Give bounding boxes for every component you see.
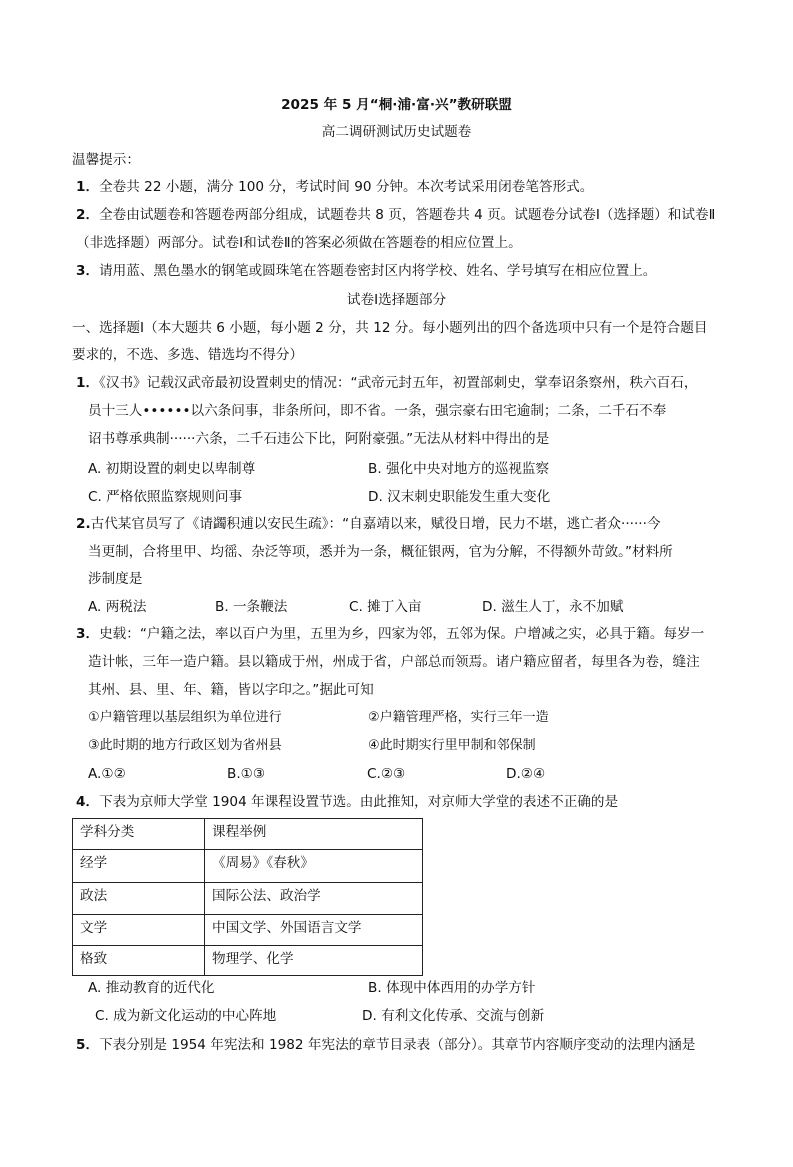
- question-number: 1．: [76, 375, 100, 391]
- question-stem-text: 古代某官员写了《请蠲积逋以安民生疏》：“自嘉靖以来，赋役日增，民力不堪，逃亡者众······今: [90, 516, 661, 532]
- option-d: D. 汉末刺史职能发生重大变化: [368, 489, 551, 505]
- statement-2: ②户籍管理严格，实行三年一造: [368, 710, 549, 725]
- question-stem-text: 下表分别是 1954 年宪法和 1982 年宪法的章节目录表（部分）。其章节内容顺序变动的法理内涵是: [99, 1037, 696, 1053]
- option-b: B. 强化中央对地方的巡视监察: [368, 461, 550, 477]
- table-row: [73, 883, 423, 915]
- question-stem-line: [76, 1035, 695, 1055]
- statement-1: ①户籍管理以基层组织为单位进行: [88, 710, 282, 725]
- notice-item-number: 2．: [76, 207, 100, 223]
- page-subtitle: 高二调研测试历史试题卷: [321, 124, 472, 140]
- question-stem-text: 史载：“户籍之法，率以百户为里，五里为乡，四家为邻，五邻为保。户增减之实，必具于籍。每岁一: [99, 626, 705, 642]
- table-row: [73, 915, 423, 946]
- option-a: A.①②: [88, 766, 126, 782]
- question-stem-line: [76, 624, 704, 644]
- statement-3: ③此时期的地方行政区划为省州县: [88, 738, 282, 753]
- notice-item-number: 1．: [76, 179, 100, 195]
- question-stem-line: 造计帐，三年一造户籍。县以籍成于州，州成于省，户部总而领焉。诸户籍应留者，每里各为卷，缝注: [88, 654, 700, 670]
- table-header-row: [73, 819, 423, 850]
- course-table: [72, 818, 423, 976]
- question-stem-line: 涉制度是: [88, 571, 143, 587]
- option-d: D. 有利文化传承、交流与创新: [362, 1008, 545, 1024]
- table-cell: 中国文学、外国语言文学: [205, 915, 423, 946]
- table-header-cell: 学科分类: [73, 819, 205, 850]
- notice-item-text: 全卷由试题卷和答题卷两部分组成，试题卷共 8 页，答题卷共 4 页。试题卷分试卷Ⅰ（选择题）和试卷Ⅱ: [99, 207, 716, 223]
- table-cell: 政法: [73, 883, 205, 915]
- table-cell: 物理学、化学: [205, 946, 423, 976]
- question-stem-line: [76, 514, 661, 534]
- option-a: A. 推动教育的近代化: [88, 980, 215, 996]
- notice-heading: 温馨提示：: [72, 152, 140, 168]
- option-d: D.②④: [506, 766, 546, 782]
- table-cell: 《周易》《春秋》: [205, 850, 423, 883]
- question-number: 2.: [76, 516, 91, 532]
- option-d: D. 滋生人丁，永不加赋: [482, 599, 624, 615]
- question-stem-text: 下表为京师大学堂 1904 年课程设置节选。由此推知，对京师大学堂的表述不正确的是: [99, 794, 619, 810]
- table-cell: 文学: [73, 915, 205, 946]
- notice-item: [76, 177, 593, 197]
- part-intro-line: 要求的，不选、多选、错选均不得分）: [72, 347, 304, 363]
- question-number: 4．: [76, 794, 100, 810]
- notice-item-continuation: （非选择题）两部分。试卷Ⅰ和试卷Ⅱ的答案必须做在答题卷的相应位置上。: [76, 235, 522, 251]
- option-a: A. 初期设置的刺史以卑制尊: [88, 461, 256, 477]
- question-stem-text: 《汉书》记载汉武帝最初设置刺史的情况：“武帝元封五年，初置部刺史，掌奉诏条察州，秩六百石，: [99, 375, 698, 391]
- table-cell: 格致: [73, 946, 205, 976]
- option-b: B. 一条鞭法: [215, 599, 288, 615]
- option-b: B. 体现中体西用的办学方针: [368, 980, 536, 996]
- option-c: C. 摊丁入亩: [349, 599, 422, 615]
- notice-item: [76, 261, 656, 281]
- option-a: A. 两税法: [88, 599, 147, 615]
- question-stem-line: 诏书尊承典制······六条，二千石违公下比，阿附豪强。”无法从材料中得出的是: [88, 431, 550, 447]
- option-c: C. 成为新文化运动的中心阵地: [95, 1008, 277, 1024]
- option-b: B.①③: [227, 766, 266, 782]
- option-c: C.②③: [367, 766, 406, 782]
- question-stem-line: [76, 373, 697, 393]
- page-title: 2025 年 5 月“桐·浦·富·兴”教研联盟: [281, 97, 512, 113]
- notice-item-text: 全卷共 22 小题，满分 100 分，考试时间 90 分钟。本次考试采用闭卷笔答形式。: [99, 179, 594, 195]
- statement-4: ④此时期实行里甲制和邻保制: [368, 738, 536, 753]
- notice-item-text: 请用蓝、黑色墨水的钢笔或圆珠笔在答题卷密封区内将学校、姓名、学号填写在相应位置上。: [99, 263, 657, 279]
- table-cell: 国际公法、政治学: [205, 883, 423, 915]
- question-number: 3．: [76, 626, 100, 642]
- part-intro-line: 一、选择题Ⅰ（本大题共 6 小题，每小题 2 分，共 12 分。每小题列出的四个备选项中只有一个是符合题目: [72, 320, 708, 336]
- option-c: C. 严格依照监察规则问事: [88, 489, 243, 505]
- table-row: [73, 850, 423, 883]
- section-title: 试卷Ⅰ选择题部分: [346, 292, 447, 308]
- question-stem-line: [76, 792, 618, 812]
- table-row: [73, 946, 423, 976]
- question-stem-line: 其州、县、里、年、籍，皆以字印之。”据此可知: [88, 682, 374, 698]
- table-cell: 经学: [73, 850, 205, 883]
- question-stem-line: 当更制，合将里甲、均徭、杂泛等项，悉并为一条，概征银两，官为分解，不得额外苛敛。”材料所: [88, 544, 673, 560]
- table-header-cell: 课程举例: [205, 819, 423, 850]
- notice-item-number: 3．: [76, 263, 100, 279]
- question-stem-line: 员十三人••••••以六条问事，非条所问，即不省。一条，强宗豪右田宅逾制；二条，二千石不奉: [88, 403, 667, 419]
- question-number: 5．: [76, 1037, 100, 1053]
- notice-item: [76, 205, 715, 225]
